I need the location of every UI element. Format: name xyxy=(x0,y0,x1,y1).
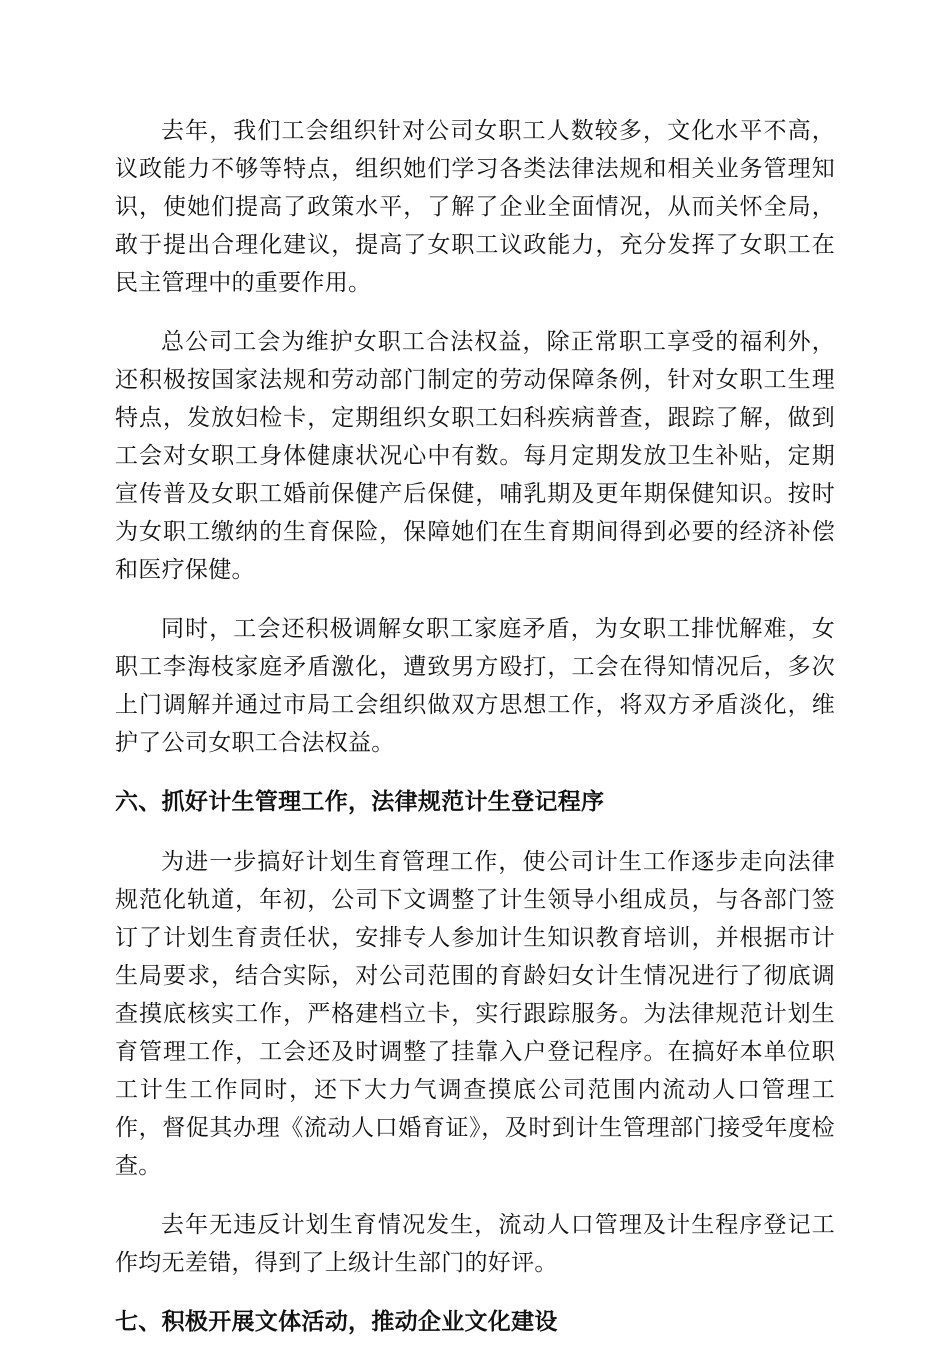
section-heading-culture-sports: 七、积极开展文体活动，推动企业文化建设 xyxy=(115,1309,558,1335)
section-heading-family-planning: 六、抓好计生管理工作，法律规范计生登记程序 xyxy=(115,789,605,815)
document-page xyxy=(115,112,835,1363)
paragraph-women-welfare: 总公司工会为维护女职工合法权益，除正常职工享受的福利外，还积极按国家法规和劳动部门制定的劳动保障条例，针对女职工生理特点，发放妇检卡，定期组织女职工妇科疾病普查，跟踪了解，做到工会对女职工身体健康状况心中有数。每月定期发放卫生补贴，定期宣传普及女职工婚前保健产后保健，哺乳期及更年期保健知识。按时为女职工缴纳的生育保险，保障她们在生育期间得到必要的经济补偿和医疗保健。 xyxy=(115,329,835,583)
paragraph-family-mediation: 同时，工会还积极调解女职工家庭矛盾，为女职工排忧解难，女职工李海枝家庭矛盾激化，遭致男方殴打，工会在得知情况后，多次上门调解并通过市局工会组织做双方思想工作，将双方矛盾淡化，维护了公司女职工合法权益。 xyxy=(115,616,835,756)
paragraph-women-political-participation: 去年，我们工会组织针对公司女职工人数较多，文化水平不高，议政能力不够等特点，组织她们学习各类法律法规和相关业务管理知识，使她们提高了政策水平，了解了企业全面情况，从而关怀全局，敢于提出合理化建议，提高了女职工议政能力，充分发挥了女职工在民主管理中的重要作用。 xyxy=(115,118,835,296)
paragraph-family-planning-management: 为进一步搞好计划生育管理工作，使公司计生工作逐步走向法律规范化轨道，年初，公司下文调整了计生领导小组成员，与各部门签订了计划生育责任状，安排专人参加计生知识教育培训，并根据市计生局要求，结合实际，对公司范围的育龄妇女计生情况进行了彻底调查摸底核实工作，严格建档立卡，实行跟踪服务。为法律规范计划生育管理工作，工会还及时调整了挂靠入户登记程序。在搞好本单位职工计生工作同时，还下大力气调查摸底公司范围内流动人口管理工作，督促其办理《流动人口婚育证》，及时到计生管理部门接受年度检查。 xyxy=(115,849,835,1179)
paragraph-family-planning-result: 去年无违反计划生育情况发生，流动人口管理及计生程序登记工作均无差错，得到了上级计生部门的好评。 xyxy=(115,1212,835,1276)
